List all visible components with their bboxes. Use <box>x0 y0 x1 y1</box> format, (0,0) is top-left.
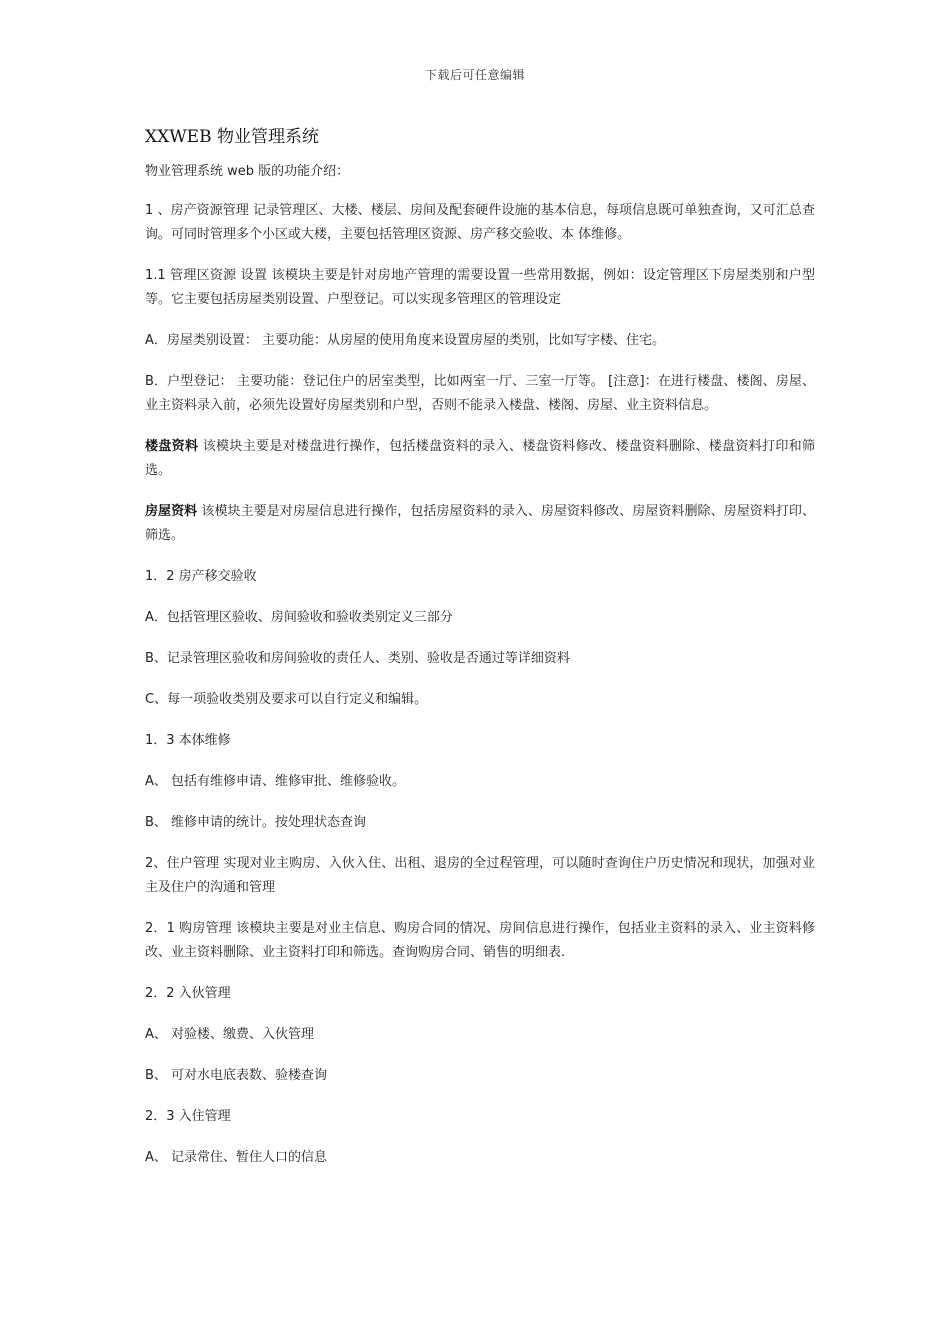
paragraph-item-b: B、记录管理区验收和房间验收的责任人、类别、验收是否通过等详细资料 <box>145 651 570 666</box>
paragraph-house-data: 房屋资料 该模块主要是对房屋信息进行操作，包括房屋资料的录入、房屋资料修改、房屋资料删除、房屋资料打印、筛选。 <box>145 504 815 543</box>
bold-term: 楼盘资料 <box>145 439 199 454</box>
paragraph-section-2: 2、住户管理 实现对业主购房、入伙入住、出租、退房的全过程管理，可以随时查询住户历史情况和现状，加强对业主及住户的沟通和管理 <box>145 856 815 895</box>
paragraph-item-c: C、每一项验收类别及要求可以自行定义和编辑。 <box>145 692 428 707</box>
paragraph-item-b: B．户型登记： 主要功能：登记住户的居室类型，比如两室一厅、三室一厅等。 [注意]：在进行楼盘、楼阁、房屋、业主资料录入前，必须先设置好房屋类别和户型，否则不能录入楼盘、楼阁、房屋、业主资料信息。 <box>145 374 815 413</box>
document-body <box>145 124 815 1187</box>
paragraph-section-2-2: 2．2 入伙管理 <box>145 986 231 1001</box>
page-header: 下载后可任意编辑 <box>424 68 525 82</box>
paragraph-intro: 物业管理系统 web 版的功能介绍： <box>145 164 350 179</box>
paragraph-building-data: 楼盘资料 该模块主要是对楼盘进行操作，包括楼盘资料的录入、楼盘资料修改、楼盘资料删除、楼盘资料打印和筛选。 <box>145 439 815 478</box>
paragraph-section-2-1: 2．1 购房管理 该模块主要是对业主信息、购房合同的情况、房间信息进行操作，包括业主资料的录入、业主资料修改、业主资料删除、业主资料打印和筛选。查询购房合同、销售的明细表. <box>145 921 815 960</box>
paragraph-item-a: A．房屋类别设置： 主要功能：从房屋的使用角度来设置房屋的类别，比如写字楼、住宅。 <box>145 333 666 348</box>
paragraph-section-2-3: 2．3 入住管理 <box>145 1109 231 1124</box>
paragraph-item-a: A、 记录常住、暂住人口的信息 <box>145 1150 328 1165</box>
paragraph-item-b: B、 可对水电底表数、验楼查询 <box>145 1068 328 1083</box>
bold-term: 房屋资料 <box>145 504 198 519</box>
document-title: XXWEB 物业管理系统 <box>145 127 319 147</box>
paragraph-item-a: A、 对验楼、缴费、入伙管理 <box>145 1027 315 1042</box>
paragraph-item-b: B、 维修申请的统计。按处理状态查询 <box>145 815 367 830</box>
paragraph-item-a: A、 包括有维修申请、维修审批、维修验收。 <box>145 774 406 789</box>
paragraph-item-a: A．包括管理区验收、房间验收和验收类别定义三部分 <box>145 610 453 625</box>
paragraph-section-1: 1 、房产资源管理 记录管理区、大楼、楼层、房间及配套硬件设施的基本信息，每项信息既可单独查询，又可汇总查询。可同时管理多个小区或大楼，主要包括管理区资源、房产移交验收、本 体维修。 <box>145 203 815 242</box>
paragraph-section-1-3: 1．3 本体维修 <box>145 733 231 748</box>
paragraph-section-1-2: 1．2 房产移交验收 <box>145 569 257 584</box>
paragraph-section-1-1: 1.1 管理区资源 设置 该模块主要是针对房地产管理的需要设置一些常用数据，例如：设定管理区下房屋类别和户型等。它主要包括房屋类别设置、户型登记。可以实现多管理区的管理设定 <box>145 268 815 307</box>
